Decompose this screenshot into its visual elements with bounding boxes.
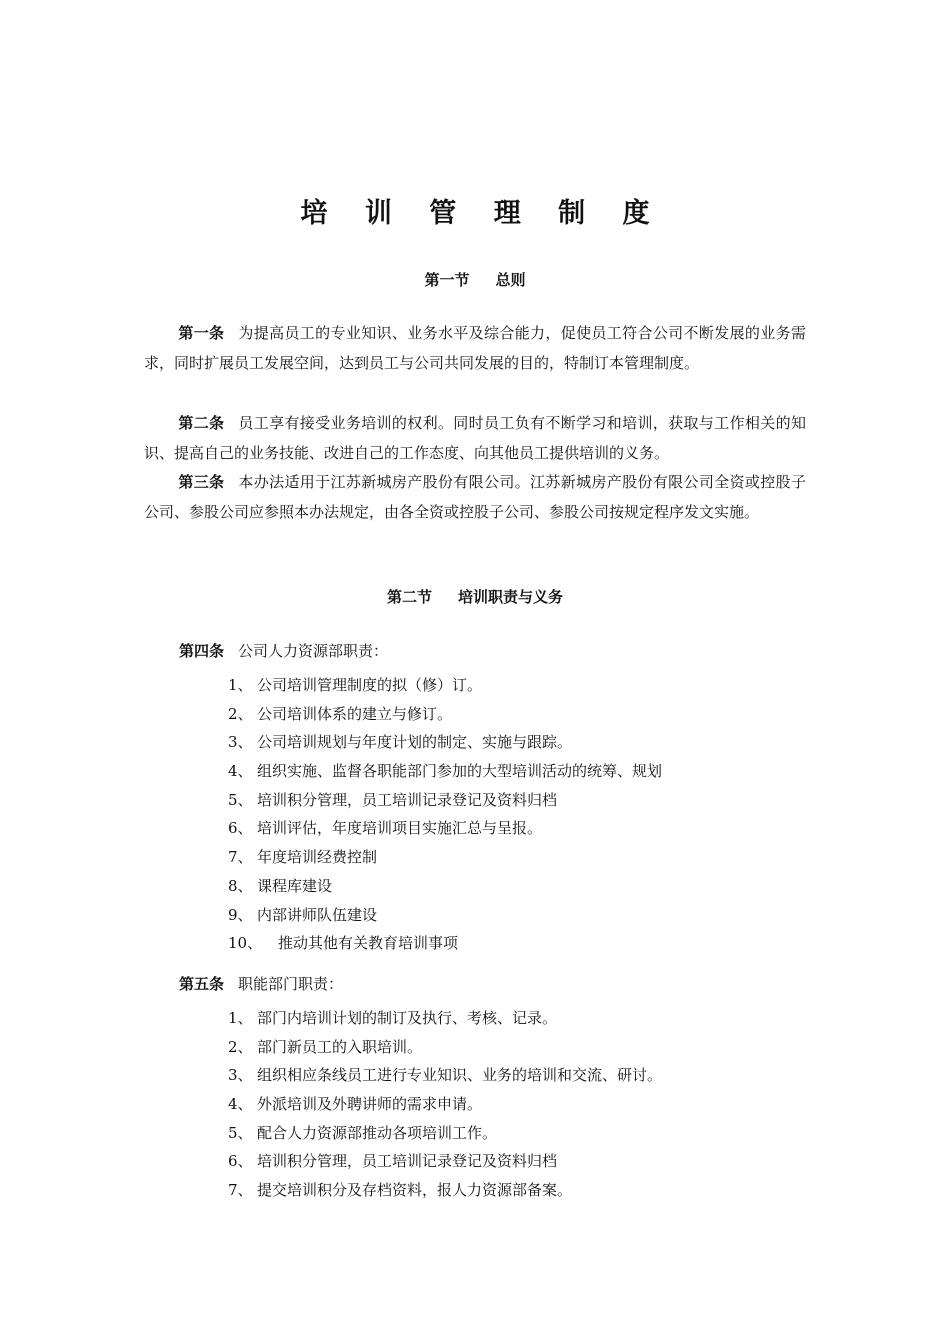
item-text: 公司培训管理制度的拟（修）订。 bbox=[257, 676, 483, 694]
article-text: 职能部门职责： bbox=[238, 975, 344, 993]
item-number: 6、 bbox=[228, 1152, 253, 1171]
list-item bbox=[228, 1094, 662, 1123]
item-number: 2、 bbox=[228, 1037, 253, 1056]
list-item bbox=[228, 847, 662, 876]
article-text: 为提高员工的专业知识、业务水平及综合能力，促使员工符合公司不断发展的业务需求，同时扩展员工发展空间，达到员工与公司共同发展的目的，特制订本管理制度。 bbox=[144, 324, 806, 372]
section-heading-1 bbox=[0, 270, 950, 290]
item-number: 2、 bbox=[228, 704, 253, 723]
list-item bbox=[228, 732, 662, 761]
item-text: 推动其他有关教育培训事项 bbox=[278, 934, 459, 953]
item-number: 4、 bbox=[228, 762, 253, 781]
item-number: 3、 bbox=[228, 733, 253, 752]
list-item bbox=[228, 761, 662, 790]
list-item bbox=[228, 905, 662, 934]
list-item bbox=[228, 933, 662, 962]
article-5-heading bbox=[179, 974, 343, 994]
list-item bbox=[228, 675, 662, 704]
item-text: 部门内培训计划的制订及执行、考核、记录。 bbox=[257, 1009, 558, 1027]
item-text: 培训积分管理，员工培训记录登记及资料归档 bbox=[257, 1152, 558, 1171]
item-text: 培训评估，年度培训项目实施汇总与呈报。 bbox=[257, 819, 543, 838]
list-item bbox=[228, 818, 662, 847]
article-4-list bbox=[228, 675, 662, 962]
list-item bbox=[228, 1037, 662, 1066]
list-item bbox=[228, 1008, 662, 1037]
item-text: 年度培训经费控制 bbox=[257, 848, 378, 867]
item-number: 8、 bbox=[228, 876, 253, 895]
list-item bbox=[228, 1151, 662, 1180]
item-text: 提交培训积分及存档资料，报人力资源部备案。 bbox=[257, 1181, 573, 1200]
article-5-list bbox=[228, 1008, 662, 1209]
article-4-heading bbox=[179, 641, 388, 661]
list-item bbox=[228, 876, 662, 905]
item-text: 培训积分管理，员工培训记录登记及资料归档 bbox=[257, 790, 558, 809]
item-number: 1、 bbox=[228, 1009, 253, 1027]
item-number: 6、 bbox=[228, 819, 253, 838]
section-number: 第一节 bbox=[424, 271, 470, 289]
list-item bbox=[228, 1180, 662, 1209]
item-text: 外派培训及外聘讲师的需求申请。 bbox=[257, 1095, 483, 1114]
item-text: 配合人力资源部推动各项培训工作。 bbox=[257, 1123, 498, 1142]
item-number: 9、 bbox=[228, 905, 253, 924]
item-text: 公司培训体系的建立与修订。 bbox=[257, 704, 453, 723]
list-item bbox=[228, 1123, 662, 1152]
item-number: 4、 bbox=[228, 1095, 253, 1114]
document-title: 培 训 管 理 制 度 bbox=[300, 198, 664, 229]
article-1 bbox=[144, 319, 806, 378]
article-text: 公司人力资源部职责： bbox=[238, 642, 389, 660]
item-text: 课程库建设 bbox=[257, 876, 333, 895]
item-text: 内部讲师队伍建设 bbox=[257, 905, 378, 924]
article-label: 第一条 bbox=[178, 324, 225, 342]
item-number: 7、 bbox=[228, 848, 253, 867]
list-item bbox=[228, 790, 662, 819]
section-number: 第二节 bbox=[386, 588, 432, 606]
item-number: 5、 bbox=[228, 1123, 253, 1142]
article-label: 第五条 bbox=[179, 975, 225, 993]
item-number: 3、 bbox=[228, 1066, 253, 1085]
item-number: 5、 bbox=[228, 790, 253, 809]
section-heading-2 bbox=[0, 587, 950, 607]
article-label: 第四条 bbox=[179, 642, 225, 660]
item-text: 公司培训规划与年度计划的制定、实施与跟踪。 bbox=[257, 733, 573, 752]
section-name: 培训职责与义务 bbox=[458, 588, 564, 606]
item-text: 组织相应条线员工进行专业知识、业务的培训和交流、研讨。 bbox=[257, 1066, 663, 1085]
article-text: 员工享有接受业务培训的权利。同时员工负有不断学习和培训，获取与工作相关的知识、提高自己的业务技能、改进自己的工作态度、向其他员工提供培训的义务。 bbox=[144, 414, 806, 462]
list-item bbox=[228, 1065, 662, 1094]
article-2 bbox=[144, 409, 806, 468]
item-number: 7、 bbox=[228, 1181, 253, 1200]
item-text: 组织实施、监督各职能部门参加的大型培训活动的统筹、规划 bbox=[257, 762, 663, 781]
article-3 bbox=[144, 468, 806, 527]
item-number: 10、 bbox=[228, 934, 263, 953]
section-name: 总则 bbox=[495, 271, 526, 289]
article-label: 第三条 bbox=[178, 473, 225, 491]
item-number: 1、 bbox=[228, 676, 253, 694]
item-text: 部门新员工的入职培训。 bbox=[257, 1037, 423, 1056]
article-label: 第二条 bbox=[178, 414, 225, 432]
list-item bbox=[228, 704, 662, 733]
article-text: 本办法适用于江苏新城房产股份有限公司。江苏新城房产股份有限公司全资或控股子公司、参股公司应参照本办法规定，由各全资或控股子公司、参股公司按规定程序发文实施。 bbox=[144, 473, 806, 521]
